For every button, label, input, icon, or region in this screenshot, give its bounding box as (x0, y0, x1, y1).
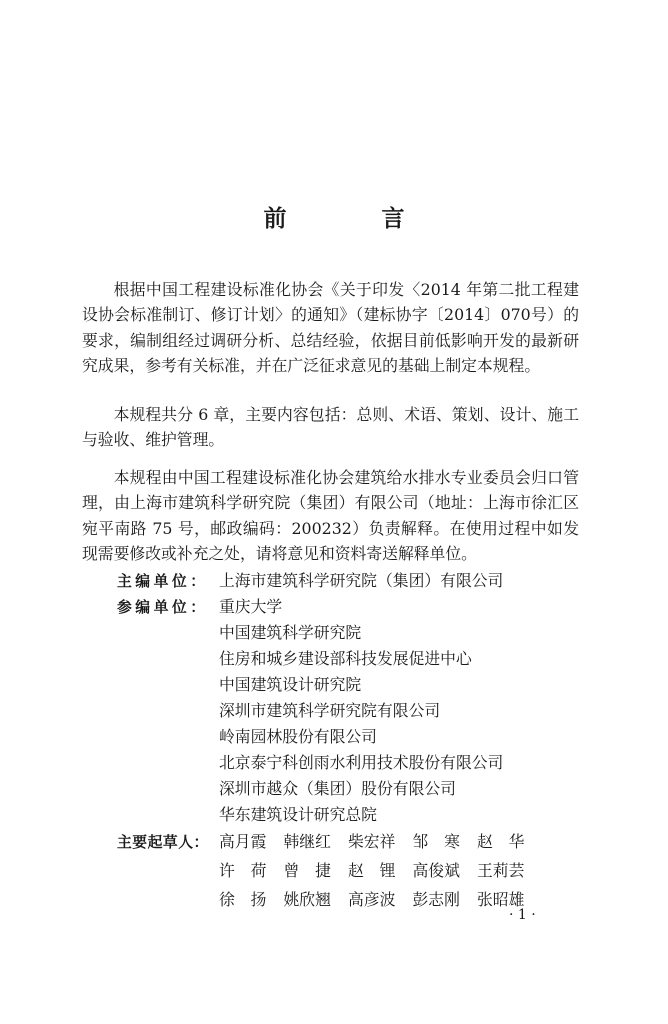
drafter-name: 赵 锂 (348, 861, 396, 880)
participant-unit: 深圳市建筑科学研究院有限公司 (219, 701, 441, 720)
drafter-name: 韩继红 (283, 832, 331, 851)
drafter-name: 彭志刚 (412, 890, 460, 909)
drafter-name: 徐 扬 (219, 890, 267, 909)
participant-unit: 华东建筑设计研究总院 (219, 805, 377, 824)
paragraph-text: 本规程由中国工程建设标准化协会建筑给水排水专业委员会归口管理，由上海市建筑科学研究院（集团）有限公司（地址：上海市徐汇区宛平南路 75 号，邮政编码：200232）负责解释。在使用过程中如发现需要修改或补充之处，请将意见和资料寄送解释单位。 (82, 468, 579, 563)
page-number: · 1 · (509, 907, 536, 923)
drafters-line (219, 885, 542, 914)
drafter-name: 曾 捷 (283, 861, 331, 880)
drafter-name: 赵 华 (477, 832, 525, 851)
paragraph-text: 根据中国工程建设标准化协会《关于印发〈2014 年第二批工程建设协会标准制订、修订计划〉的通知》（建标协字〔2014〕070号）的要求，编制组经过调研分析、总结经验，依据目前低影响开发的最新研究成果，参考有关标准，并在广泛征求意见的基础上制定本规程。 (82, 280, 579, 375)
drafter-name: 柴宏祥 (348, 832, 396, 851)
chief-editor-row (117, 568, 504, 594)
page-title: 前 言 (263, 206, 441, 232)
drafter-name: 高彦波 (348, 890, 396, 909)
drafters-row (117, 829, 219, 855)
participant-unit: 岭南园林股份有限公司 (219, 727, 377, 746)
preface-paragraph-3 (82, 465, 579, 566)
preface-paragraph-2 (82, 402, 579, 453)
drafter-name: 张昭雄 (477, 890, 525, 909)
participants-label: 参编单位： (117, 599, 209, 616)
drafters-line (219, 856, 542, 885)
participant-unit: 中国建筑科学研究院 (219, 623, 362, 642)
participant-unit: 重庆大学 (219, 597, 283, 616)
drafter-name: 高俊斌 (412, 861, 460, 880)
drafter-name: 姚欣翘 (283, 890, 331, 909)
participant-unit: 住房和城乡建设部科技发展促进中心 (219, 649, 472, 668)
drafter-name: 王莉芸 (477, 861, 525, 880)
drafters-label: 主要起草人： (117, 834, 209, 851)
preface-paragraph-1 (82, 277, 579, 378)
drafter-name: 许 荷 (219, 861, 267, 880)
drafters-list (219, 827, 542, 914)
paragraph-text: 本规程共分 6 章，主要内容包括：总则、术语、策划、设计、施工与验收、维护管理。 (82, 405, 579, 450)
drafter-name: 高月霞 (219, 832, 267, 851)
participants-row (117, 594, 283, 620)
chief-editor-label: 主编单位： (117, 573, 209, 590)
participant-unit: 北京泰宁科创雨水利用技术股份有限公司 (219, 753, 504, 772)
participant-unit: 中国建筑设计研究院 (219, 675, 362, 694)
chief-editor-unit: 上海市建筑科学研究院（集团）有限公司 (219, 571, 504, 590)
drafter-name: 邹 寒 (412, 832, 460, 851)
participant-unit: 深圳市越众（集团）股份有限公司 (219, 779, 456, 798)
drafters-line (219, 827, 542, 856)
